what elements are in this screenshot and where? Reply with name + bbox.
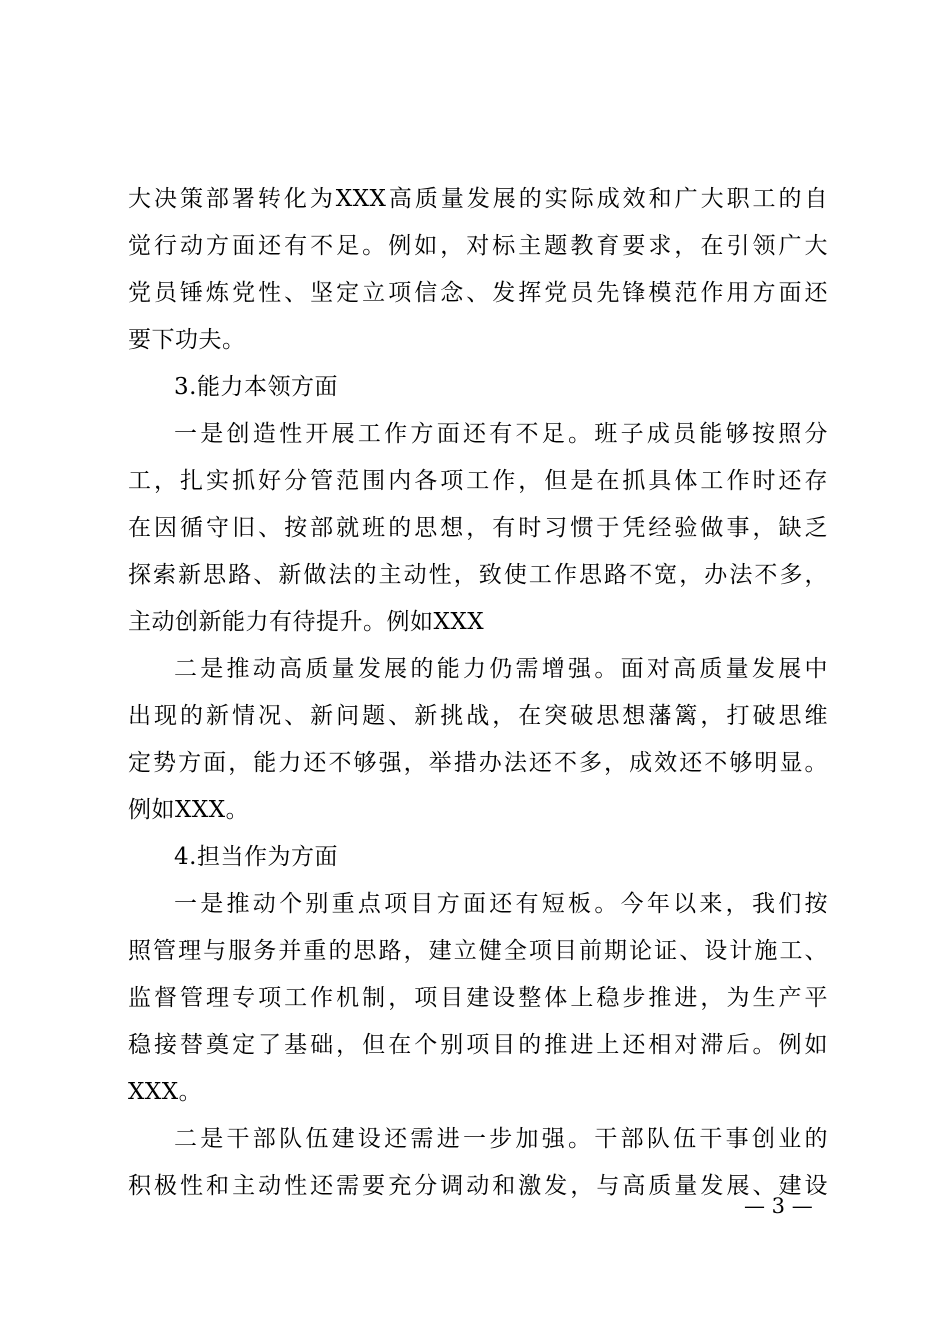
text-line: 照管理与服务并重的思路，建立健全项目前期论证、设计施工、 bbox=[128, 938, 828, 964]
text-line: 积极性和主动性还需要充分调动和激发，与高质量发展、建设 bbox=[128, 1173, 828, 1199]
text-line: 二是推动高质量发展的能力仍需增强。面对高质量发展中 bbox=[174, 656, 828, 682]
text-line: 党员锤炼党性、坚定立项信念、发挥党员先锋模范作用方面还 bbox=[128, 280, 828, 306]
text-line: 监督管理专项工作机制，项目建设整体上稳步推进，为生产平 bbox=[128, 985, 828, 1011]
section-heading: 4.担当作为方面 bbox=[174, 844, 338, 870]
page-number: — 3 — bbox=[744, 1194, 813, 1218]
text-line: XXX。 bbox=[128, 1079, 203, 1105]
text-line: 例如XXX。 bbox=[128, 797, 250, 823]
text-line: 稳接替奠定了基础，但在个别项目的推进上还相对滞后。例如 bbox=[128, 1032, 828, 1058]
text-line: 大决策部署转化为XXX高质量发展的实际成效和广大职工的自 bbox=[128, 186, 828, 212]
text-line: 二是干部队伍建设还需进一步加强。干部队伍干事创业的 bbox=[174, 1126, 828, 1152]
text-line: 要下功夫。 bbox=[128, 327, 246, 353]
text-line: 主动创新能力有待提升。例如XXX bbox=[128, 609, 485, 635]
document-body bbox=[128, 176, 828, 1210]
text-line: 在因循守旧、按部就班的思想，有时习惯于凭经验做事，缺乏 bbox=[128, 515, 828, 541]
text-line: 觉行动方面还有不足。例如，对标主题教育要求，在引领广大 bbox=[128, 233, 828, 259]
text-line: 工，扎实抓好分管范围内各项工作，但是在抓具体工作时还存 bbox=[128, 468, 828, 494]
section-heading: 3.能力本领方面 bbox=[174, 374, 338, 400]
text-line: 一是推动个别重点项目方面还有短板。今年以来，我们按 bbox=[174, 891, 828, 917]
text-line: 定势方面，能力还不够强，举措办法还不多，成效还不够明显。 bbox=[128, 750, 828, 776]
text-line: 一是创造性开展工作方面还有不足。班子成员能够按照分 bbox=[174, 421, 828, 447]
text-line: 探索新思路、新做法的主动性，致使工作思路不宽，办法不多， bbox=[128, 562, 828, 588]
text-line: 出现的新情况、新问题、新挑战，在突破思想藩篱，打破思维 bbox=[128, 703, 828, 729]
